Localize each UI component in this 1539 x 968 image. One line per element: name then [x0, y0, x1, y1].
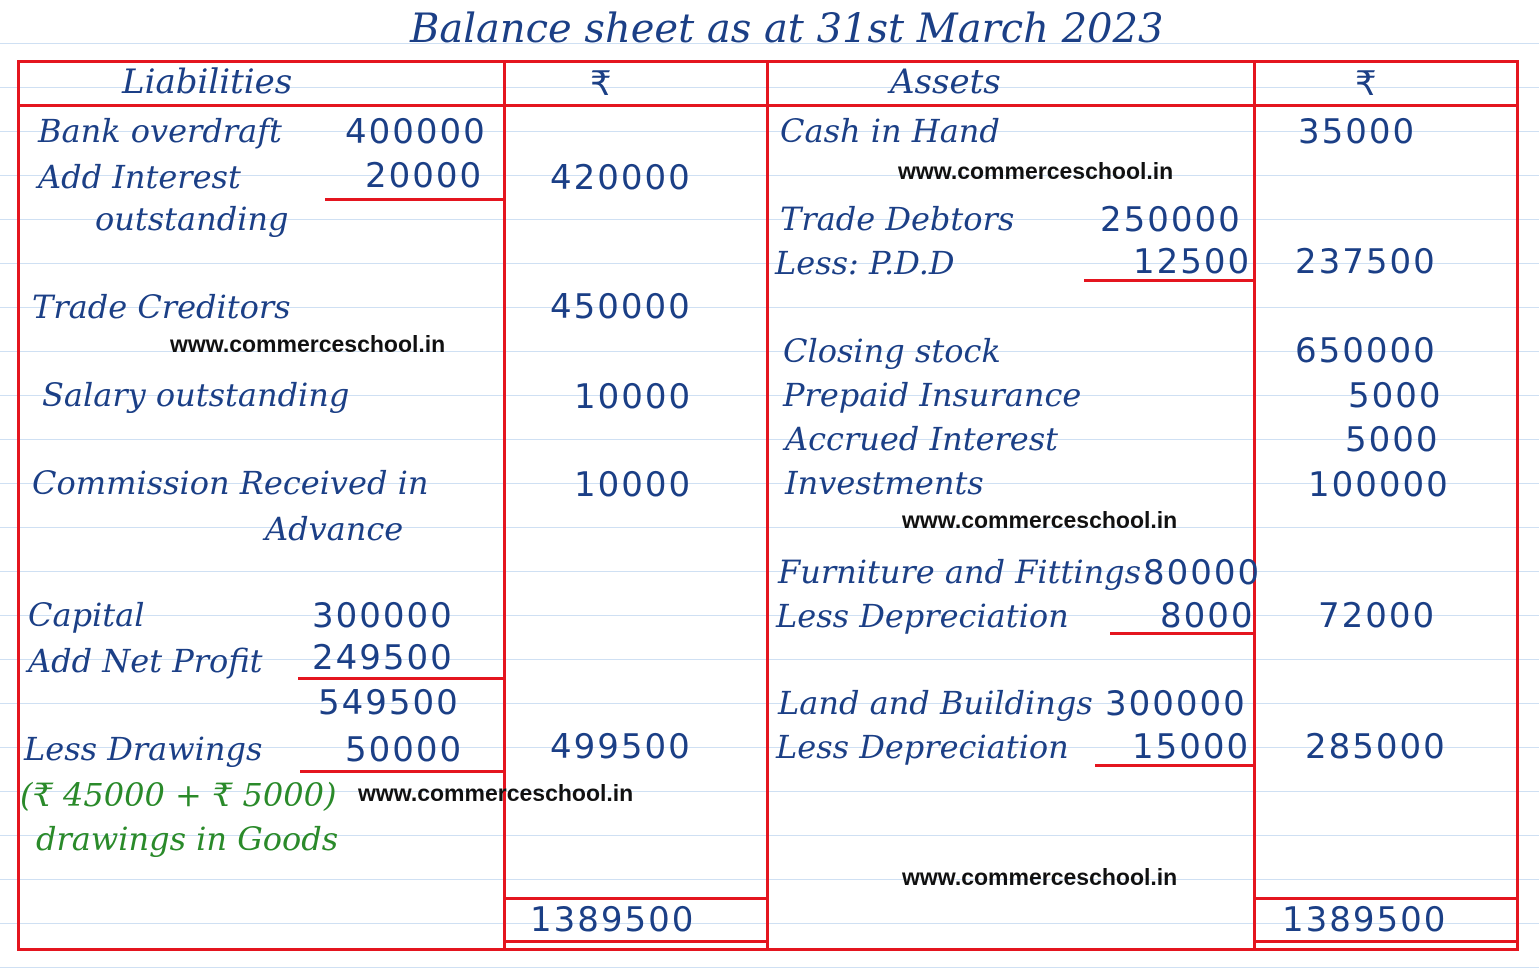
- header-assets: Assets: [890, 62, 1001, 102]
- add-interest-value: 20000: [365, 156, 484, 196]
- header-asset-amount: ₹: [1355, 64, 1379, 104]
- land-label: Land and Buildings: [778, 684, 1093, 722]
- furniture-dep-label: Less Depreciation: [776, 597, 1069, 635]
- drawings-note-line1: (₹ 45000 + ₹ 5000): [20, 776, 337, 814]
- land-total: 285000: [1305, 727, 1447, 767]
- debtors-total: 237500: [1295, 242, 1437, 282]
- investments-label: Investments: [785, 464, 984, 502]
- add-interest-label: Add Interest: [38, 158, 241, 196]
- salary-outstanding-label: Salary outstanding: [42, 376, 350, 414]
- watermark-4: www.commerceschool.in: [358, 780, 634, 806]
- assets-grand-total: 1389500: [1282, 900, 1448, 940]
- cash-total: 35000: [1298, 112, 1417, 152]
- prepaid-label: Prepaid Insurance: [783, 376, 1082, 414]
- pdd-label: Less: P.D.D: [775, 244, 955, 282]
- capital-subtotal: 549500: [318, 683, 460, 723]
- page-title: Balance sheet as at 31st March 2023: [410, 6, 1164, 52]
- commission-label: Commission Received in: [32, 464, 429, 502]
- header-liabilities: Liabilities: [122, 62, 293, 102]
- accrued-total: 5000: [1345, 420, 1440, 460]
- net-profit-value: 249500: [312, 638, 454, 678]
- land-value: 300000: [1105, 684, 1247, 724]
- bank-overdraft-value: 400000: [345, 112, 487, 152]
- trade-creditors-label: Trade Creditors: [32, 288, 291, 326]
- watermark-2: www.commerceschool.in: [170, 331, 446, 357]
- frame-col-divider-2: [766, 60, 769, 951]
- cash-label: Cash in Hand: [780, 112, 1000, 150]
- stock-label: Closing stock: [783, 332, 1001, 370]
- furniture-label: Furniture and Fittings: [778, 553, 1142, 591]
- furniture-total: 72000: [1318, 596, 1437, 636]
- bank-overdraft-total: 420000: [550, 158, 692, 198]
- frame-header-rule: [17, 104, 1519, 107]
- drawings-underline: [300, 770, 505, 773]
- asset-total-underline: [1253, 940, 1519, 943]
- salary-outstanding-total: 10000: [574, 377, 693, 417]
- accrued-label: Accrued Interest: [785, 420, 1059, 458]
- stock-total: 650000: [1295, 331, 1437, 371]
- trade-creditors-total: 450000: [550, 287, 692, 327]
- land-dep-label: Less Depreciation: [776, 728, 1069, 766]
- frame-right-border: [1516, 60, 1519, 951]
- prepaid-total: 5000: [1348, 376, 1443, 416]
- add-interest-label-2: outstanding: [95, 200, 289, 238]
- capital-value: 300000: [312, 596, 454, 636]
- commission-label-2: Advance: [265, 510, 404, 548]
- watermark-3: www.commerceschool.in: [902, 507, 1178, 533]
- furniture-value: 80000: [1143, 553, 1262, 593]
- net-profit-label: Add Net Profit: [28, 642, 263, 680]
- drawings-label: Less Drawings: [24, 730, 263, 768]
- watermark-1: www.commerceschool.in: [898, 158, 1174, 184]
- frame-col-divider-3: [1253, 60, 1256, 951]
- capital-total: 499500: [550, 727, 692, 767]
- frame-col-divider-1: [503, 60, 506, 951]
- frame-left-border: [17, 60, 20, 951]
- drawings-value: 50000: [345, 730, 464, 770]
- commission-total: 10000: [574, 465, 693, 505]
- debtors-label: Trade Debtors: [780, 200, 1015, 238]
- interest-underline: [325, 198, 505, 201]
- capital-label: Capital: [28, 596, 145, 634]
- furniture-dep-value: 8000: [1160, 596, 1255, 636]
- debtors-value: 250000: [1100, 200, 1242, 240]
- bank-overdraft-label: Bank overdraft: [38, 112, 282, 150]
- liab-total-underline: [503, 940, 769, 943]
- watermark-5: www.commerceschool.in: [902, 864, 1178, 890]
- pdd-value: 12500: [1133, 242, 1252, 282]
- header-liab-amount: ₹: [590, 64, 614, 104]
- investments-total: 100000: [1308, 465, 1450, 505]
- liabilities-grand-total: 1389500: [530, 900, 696, 940]
- frame-bottom-border: [17, 948, 1519, 951]
- land-dep-value: 15000: [1132, 727, 1251, 767]
- drawings-note-line2: drawings in Goods: [36, 820, 339, 858]
